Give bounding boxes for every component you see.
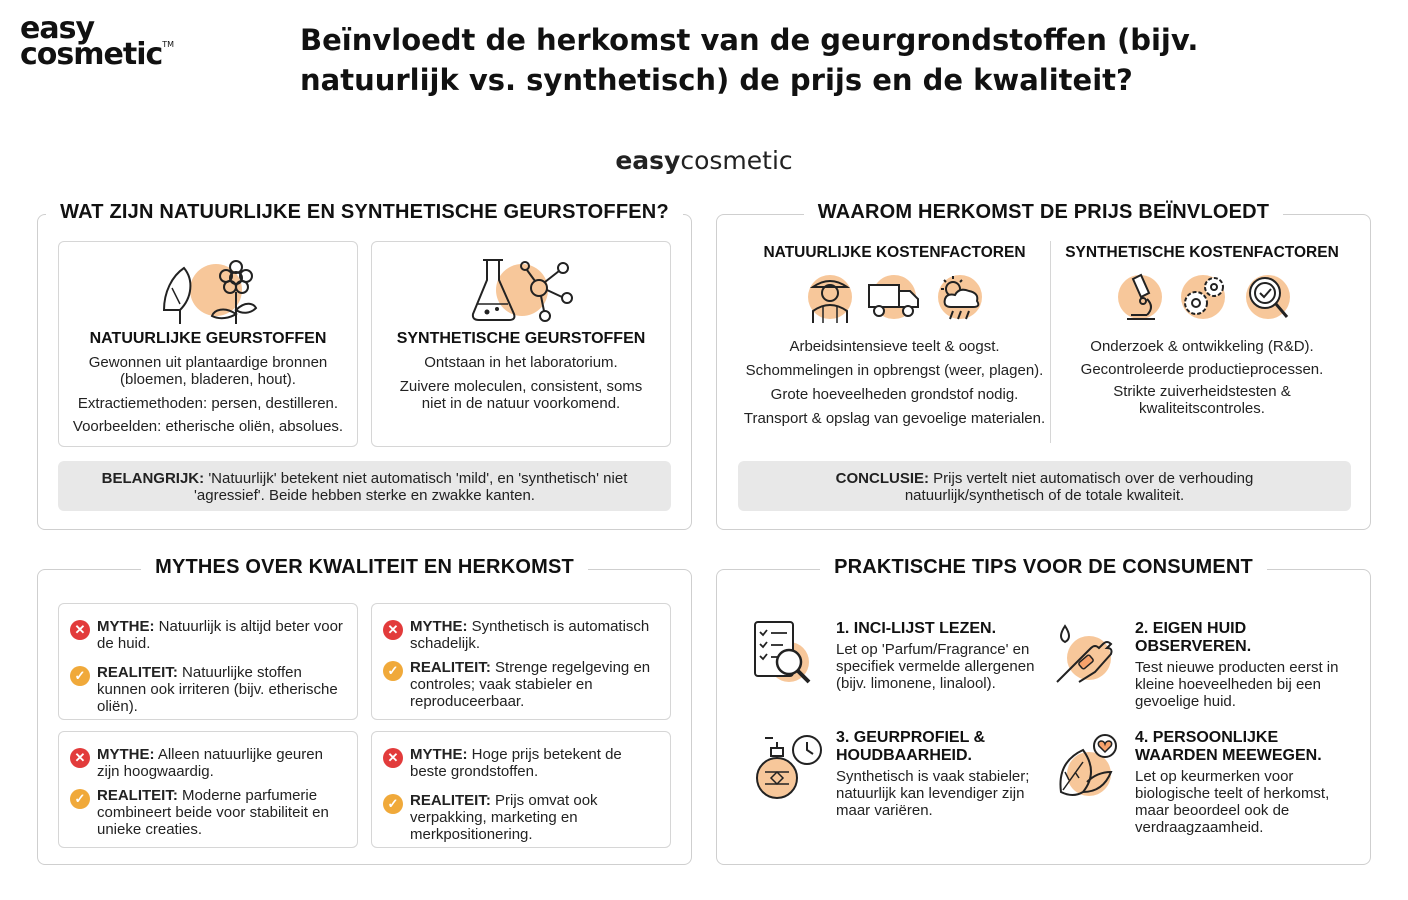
natural-costs-title: NATUURLIJKE KOSTENFACTOREN xyxy=(763,244,1026,261)
logo-line2 xyxy=(20,36,175,72)
myth-text: Alleen natuurlijke geuren zijn hoogwaardig. xyxy=(97,746,323,780)
logo-tm: TM xyxy=(162,39,175,49)
panel3-title: MYTHES OVER KWALITEIT EN HERKOMST xyxy=(141,556,588,578)
myth-text: Natuurlijk is altijd beter voor de huid. xyxy=(97,618,343,652)
natural-line1: Gewonnen uit plantaardige bronnen (bloemen, bladeren, hout). xyxy=(88,354,328,388)
tip-1-title: 1. INCI-LIJST LEZEN. xyxy=(836,620,997,637)
synthetic-cost-2: Gecontroleerde productieprocessen. xyxy=(1080,361,1324,378)
conclusion-note xyxy=(738,461,1351,511)
check-icon: ✓ xyxy=(383,661,403,681)
reality-text: Prijs omvat ook verpakking, marketing en merkpositionering. xyxy=(410,792,598,843)
synthetic-line2: Zuivere moleculen, consistent, soms niet in de natuur voorkomend. xyxy=(399,378,643,412)
truck-icon xyxy=(866,271,922,325)
myth-row xyxy=(380,746,662,780)
weather-icon xyxy=(933,271,987,325)
synthetic-cost-1: Onderzoek & ontwikkeling (R&D). xyxy=(1090,338,1314,355)
reality-label: REALITEIT: xyxy=(97,787,178,804)
check-icon: ✓ xyxy=(70,666,90,686)
synthetic-line1: Ontstaan in het laboratorium. xyxy=(424,354,618,371)
quality-check-icon xyxy=(1241,271,1295,325)
cross-icon: ✕ xyxy=(383,620,403,640)
synthetic-title: SYNTHETISCHE GEURSTOFFEN xyxy=(396,330,646,347)
natural-line2: Extractiemethoden: persen, destilleren. xyxy=(77,395,339,412)
natural-cost-3: Grote hoeveelheden grondstof nodig. xyxy=(770,386,1019,403)
flask-molecule-icon xyxy=(467,254,577,324)
tip-3-title: 3. GEURPROFIEL & HOUDBAARHEID. xyxy=(836,729,986,764)
reality-label: REALITEIT: xyxy=(97,664,178,681)
microscope-icon xyxy=(1113,271,1167,325)
important-label: BELANGRIJK: xyxy=(101,470,205,487)
tip-4-title: 4. PERSOONLIJKE WAARDEN MEEWEGEN. xyxy=(1135,729,1322,764)
reality-row xyxy=(380,792,662,843)
reality-label: REALITEIT: xyxy=(410,659,491,676)
reality-text: Strenge regelgeving en controles; vaak stabieler en reproduceerbaar. xyxy=(410,659,651,710)
panel1-title: WAT ZIJN NATUURLIJKE EN SYNTHETISCHE GEURSTOFFEN? xyxy=(46,201,683,223)
gears-icon xyxy=(1176,271,1230,325)
reality-row xyxy=(67,787,349,838)
natural-title: NATUURLIJKE GEURSTOFFEN xyxy=(89,330,327,347)
logo-line2-text: cosmetic xyxy=(20,36,163,72)
brand-wordmark xyxy=(0,146,1408,175)
check-icon: ✓ xyxy=(383,794,403,814)
myth-label: MYTHE: xyxy=(97,746,155,763)
tip-1-text: Let op 'Parfum/Fragrance' en specifiek vermelde allergenen (bijv. limonene, linalool). xyxy=(836,641,1035,692)
important-text: 'Natuurlijk' betekent niet automatisch 'mild', en 'synthetisch' niet 'agressief'. Beide hebben sterke en zwakke kanten. xyxy=(194,470,628,504)
conclusion-label: CONCLUSIE: xyxy=(835,470,929,487)
reality-row xyxy=(380,659,662,710)
natural-cost-2: Schommelingen in opbrengst (weer, plagen). xyxy=(745,362,1044,379)
tip-2-title: 2. EIGEN HUID OBSERVEREN. xyxy=(1135,620,1252,655)
tip-2 xyxy=(1135,620,1360,710)
myth-text: Hoge prijs betekent de beste grondstoffen. xyxy=(410,746,622,780)
logo-line1: easy xyxy=(20,11,95,46)
myth-label: MYTHE: xyxy=(410,746,468,763)
myth-card-4 xyxy=(371,731,671,848)
easycosmetic-logo xyxy=(20,11,175,72)
natural-cost-4: Transport & opslag van gevoelige materialen. xyxy=(743,410,1046,427)
synthetic-cost-3: Strikte zuiverheidstesten & kwaliteitscontroles. xyxy=(1113,383,1291,417)
reality-label: REALITEIT: xyxy=(410,792,491,809)
cross-icon: ✕ xyxy=(70,620,90,640)
conclusion-text: Prijs vertelt niet automatisch over de verhouding natuurlijk/synthetisch of de totale kwaliteit. xyxy=(904,470,1254,504)
myth-card-3 xyxy=(58,731,358,848)
page-title: Beïnvloedt de herkomst van de geurgrondstoffen (bijv. natuurlijk vs. synthetisch) de prijs en de kwaliteit? xyxy=(300,23,1199,97)
leaf-heart-icon xyxy=(1053,732,1123,804)
natural-card xyxy=(58,241,358,447)
panel-tips xyxy=(716,556,1371,865)
farmer-icon xyxy=(805,271,855,325)
myth-row xyxy=(380,618,662,652)
myth-card-1 xyxy=(58,603,358,720)
check-icon: ✓ xyxy=(70,789,90,809)
tip-4-text: Let op keurmerken voor biologische teelt of herkomst, maar beoordeel ook de verdraagzaamheid. xyxy=(1135,768,1330,836)
brand-bold: easy xyxy=(615,146,681,175)
reality-text: Natuurlijke stoffen kunnen ook irriteren (bijv. etherische oliën). xyxy=(97,664,338,715)
natural-line3: Voorbeelden: etherische oliën, absolues. xyxy=(72,418,344,435)
tip-1 xyxy=(836,620,1036,692)
panel4-title: PRAKTISCHE TIPS VOOR DE CONSUMENT xyxy=(820,556,1267,578)
myth-text: Synthetisch is automatisch schadelijk. xyxy=(410,618,650,652)
tip-2-text: Test nieuwe producten eerst in kleine hoeveelheden bij een gevoelige huid. xyxy=(1135,659,1339,710)
synthetic-costs-title: SYNTHETISCHE KOSTENFACTOREN xyxy=(1065,244,1339,261)
leaf-flower-icon xyxy=(154,254,264,324)
reality-row xyxy=(67,664,349,715)
tip-3-text: Synthetisch is vaak stabieler; natuurlijk kan levendiger zijn maar variëren. xyxy=(836,768,1030,819)
synthetic-card xyxy=(371,241,671,447)
myth-row xyxy=(67,746,349,780)
panel1-title-wrap xyxy=(38,201,691,224)
myth-label: MYTHE: xyxy=(97,618,155,635)
panel3-title-wrap xyxy=(38,556,691,579)
myth-label: MYTHE: xyxy=(410,618,468,635)
panel4-title-wrap xyxy=(717,556,1370,579)
panel-what-are-fragrances xyxy=(37,201,692,530)
myth-card-2 xyxy=(371,603,671,720)
tip-3 xyxy=(836,729,1036,819)
panel2-title: WAAROM HERKOMST DE PRIJS BEÏNVLOEDT xyxy=(804,201,1283,223)
cross-icon: ✕ xyxy=(383,748,403,768)
cross-icon: ✕ xyxy=(70,748,90,768)
tip-4 xyxy=(1135,729,1360,836)
panel2-title-wrap xyxy=(717,201,1370,224)
perfume-clock-icon xyxy=(751,732,827,806)
panel-myths xyxy=(37,556,692,865)
important-note xyxy=(58,461,671,511)
myth-row xyxy=(67,618,349,652)
natural-cost-1: Arbeidsintensieve teelt & oogst. xyxy=(789,338,1000,355)
checklist-magnifier-icon xyxy=(751,618,815,688)
brand-rest: cosmetic xyxy=(680,146,793,175)
panel-price-origin xyxy=(716,201,1371,530)
hand-drop-icon xyxy=(1051,618,1121,688)
reality-text: Moderne parfumerie combineert beide voor stabiliteit en unieke creaties. xyxy=(97,787,329,838)
